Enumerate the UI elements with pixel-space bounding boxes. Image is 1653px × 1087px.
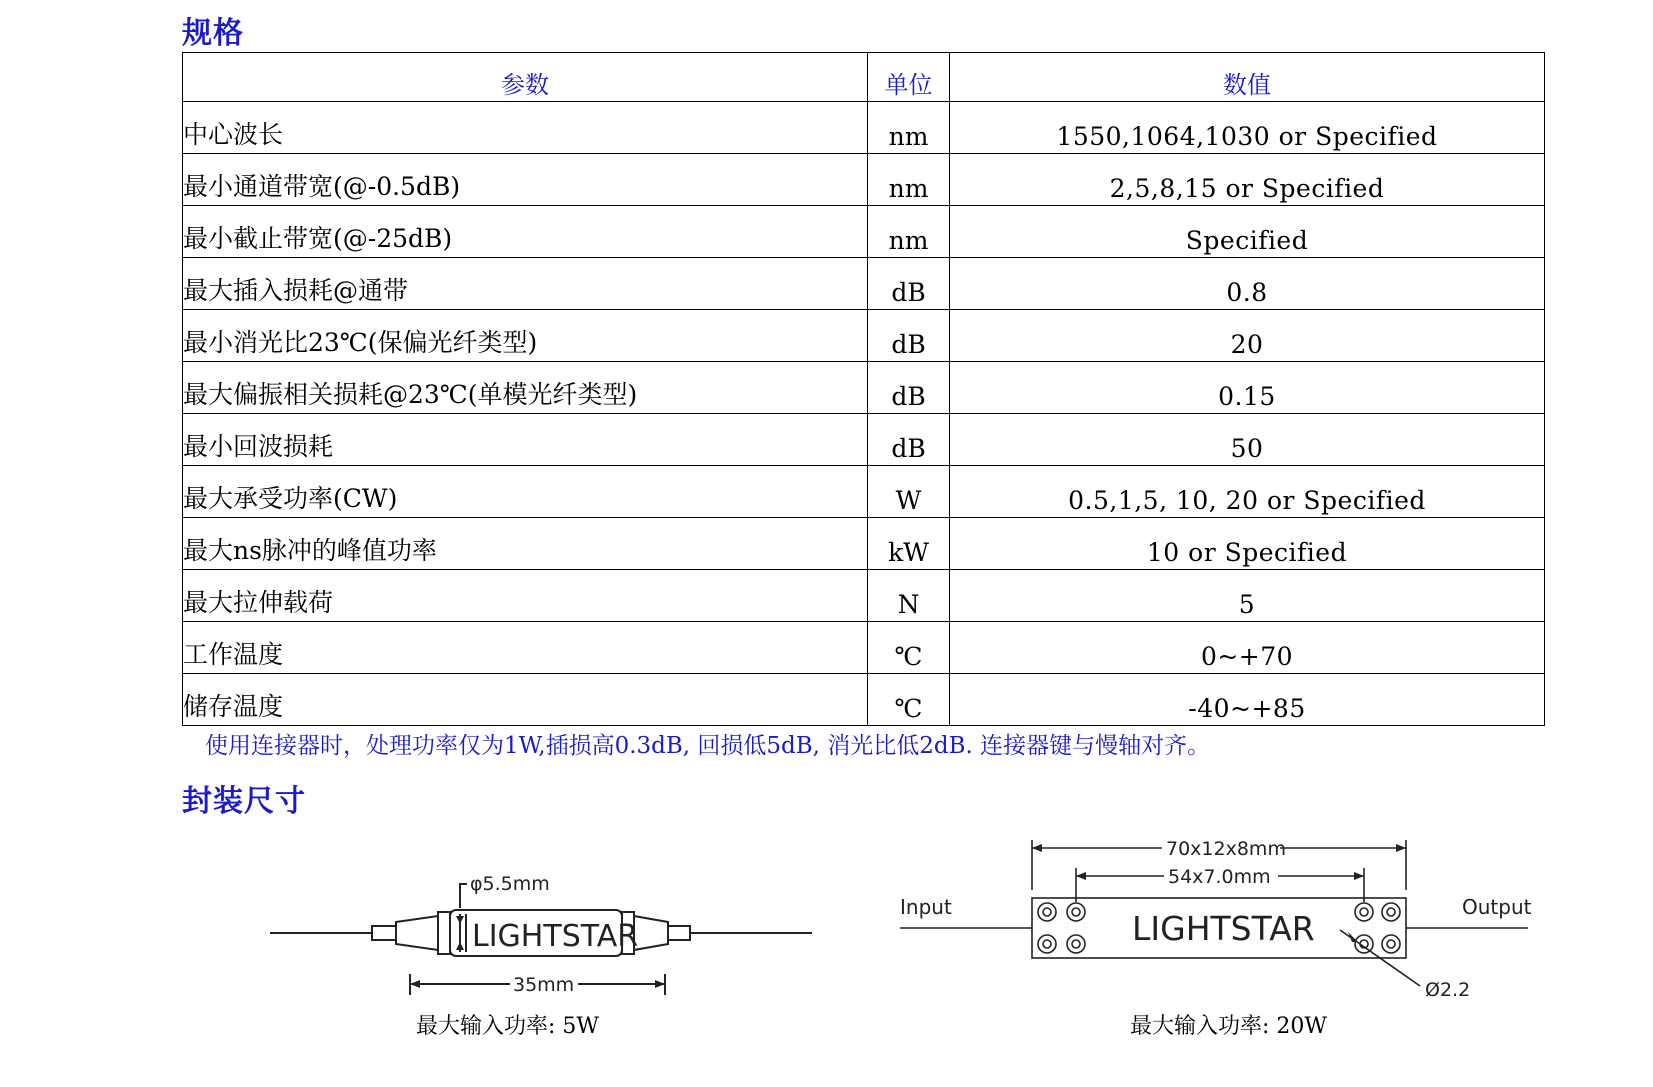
unit-cell: nm xyxy=(868,102,950,154)
tube-length-label: 35mm xyxy=(513,974,575,995)
unit-cell: dB xyxy=(868,310,950,362)
param-cell: 最大拉伸载荷 xyxy=(183,570,868,622)
value-cell: 0.8 xyxy=(950,258,1545,310)
table-row xyxy=(183,466,1545,518)
param-cell: 最小消光比23℃(保偏光纤类型) xyxy=(183,310,868,362)
box-brand-label: LIGHTSTAR xyxy=(1132,909,1315,948)
param-cell: 最小回波损耗 xyxy=(183,414,868,466)
value-cell: 0.5,1,5, 10, 20 or Specified xyxy=(950,466,1545,518)
table-header-row xyxy=(183,53,1545,102)
box-hole-label: Ø2.2 xyxy=(1425,979,1471,1001)
param-cell: 最大承受功率(CW) xyxy=(183,466,868,518)
value-cell: 0~+70 xyxy=(950,622,1545,674)
param-cell: 最大ns脉冲的峰值功率 xyxy=(183,518,868,570)
box-input-label: Input xyxy=(900,895,952,919)
box-power-caption: 最大输入功率: 20W xyxy=(1130,1014,1328,1039)
table-row xyxy=(183,518,1545,570)
unit-cell: dB xyxy=(868,414,950,466)
unit-cell: ℃ xyxy=(868,622,950,674)
value-cell: 20 xyxy=(950,310,1545,362)
spec-heading: 规格 xyxy=(182,16,244,51)
table-row xyxy=(183,674,1545,726)
table-row xyxy=(183,206,1545,258)
value-cell: 10 or Specified xyxy=(950,518,1545,570)
param-cell: 储存温度 xyxy=(183,674,868,726)
header-unit: 单位 xyxy=(868,53,950,102)
param-cell: 最大插入损耗@通带 xyxy=(183,258,868,310)
table-row xyxy=(183,102,1545,154)
tube-brand-label: LIGHTSTAR xyxy=(472,919,639,954)
unit-cell: nm xyxy=(868,154,950,206)
param-cell: 最小截止带宽(@-25dB) xyxy=(183,206,868,258)
box-inner-dim-label: 54x7.0mm xyxy=(1168,866,1271,888)
param-cell: 最小通道带宽(@-0.5dB) xyxy=(183,154,868,206)
table-row xyxy=(183,414,1545,466)
table-row xyxy=(183,310,1545,362)
table-row xyxy=(183,570,1545,622)
package-heading: 封装尺寸 xyxy=(182,784,306,819)
table-row xyxy=(183,154,1545,206)
header-param: 参数 xyxy=(183,53,868,102)
table-row xyxy=(183,258,1545,310)
unit-cell: dB xyxy=(868,362,950,414)
table-row xyxy=(183,622,1545,674)
value-cell: 1550,1064,1030 or Specified xyxy=(950,102,1545,154)
param-cell: 最大偏振相关损耗@23℃(单模光纤类型) xyxy=(183,362,868,414)
unit-cell: kW xyxy=(868,518,950,570)
box-package-drawing xyxy=(900,830,1550,1015)
tube-power-caption: 最大输入功率: 5W xyxy=(416,1014,600,1039)
value-cell: 2,5,8,15 or Specified xyxy=(950,154,1545,206)
table-row xyxy=(183,362,1545,414)
tube-package-drawing xyxy=(260,870,820,995)
value-cell: 50 xyxy=(950,414,1545,466)
unit-cell: N xyxy=(868,570,950,622)
value-cell: -40~+85 xyxy=(950,674,1545,726)
tube-diameter-label: φ5.5mm xyxy=(470,873,550,895)
param-cell: 工作温度 xyxy=(183,622,868,674)
value-cell: 0.15 xyxy=(950,362,1545,414)
spec-table xyxy=(182,52,1545,726)
value-cell: 5 xyxy=(950,570,1545,622)
unit-cell: nm xyxy=(868,206,950,258)
param-cell: 中心波长 xyxy=(183,102,868,154)
header-value: 数值 xyxy=(950,53,1545,102)
unit-cell: dB xyxy=(868,258,950,310)
box-output-label: Output xyxy=(1462,895,1532,919)
box-outer-dim-label: 70x12x8mm xyxy=(1166,838,1286,860)
connector-note: 使用连接器时，处理功率仅为1W,插损高0.3dB, 回损低5dB, 消光比低2dB. 连接器键与慢轴对齐。 xyxy=(205,733,1211,759)
unit-cell: W xyxy=(868,466,950,518)
unit-cell: ℃ xyxy=(868,674,950,726)
value-cell: Specified xyxy=(950,206,1545,258)
